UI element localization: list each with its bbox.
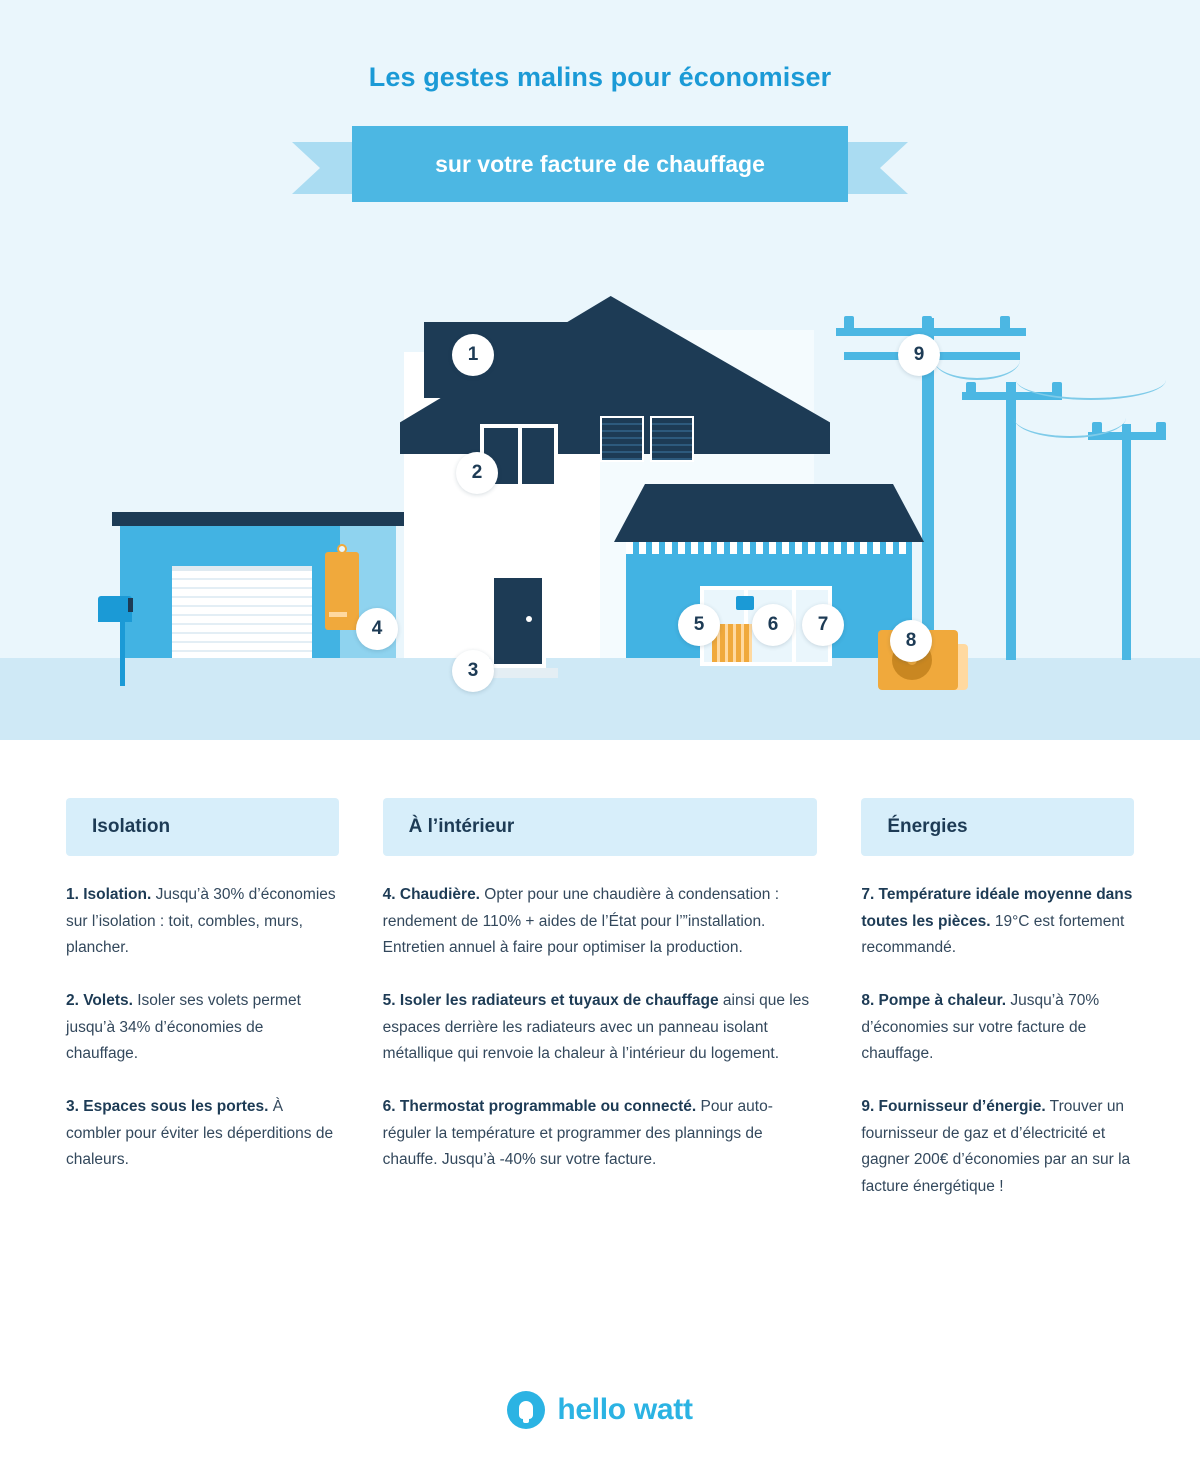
power-pole-3-icon [1122, 424, 1131, 660]
tips-columns [0, 740, 1200, 1340]
ribbon-subtitle: sur votre facture de chauffage [352, 126, 848, 202]
hotspot-badge-3[interactable]: 3 [452, 650, 494, 692]
hotspot-badge-7[interactable]: 7 [802, 604, 844, 646]
power-wire [934, 340, 1020, 380]
tip-lead-5: 5. Isoler les radiateurs et tuyaux de chauffage [382, 991, 719, 1009]
thermostat-icon [736, 596, 754, 610]
tip-text-5: ainsi que les espaces derrière les radiateurs avec un panneau isolant métallique qui renvoie la chaleur à l’intérieur du logement. [382, 991, 810, 1063]
brand-name: hello watt [557, 1392, 693, 1426]
hotspot-badge-5[interactable]: 5 [678, 604, 720, 646]
tip-text-7: 19°C est fortement recommandé. [861, 912, 1125, 957]
tip-lead-2: 2. Volets. [66, 991, 133, 1009]
tip-item-7 [861, 882, 1134, 962]
mailbox-post [120, 618, 125, 686]
power-pole-2-icon [1006, 382, 1016, 660]
tip-text-4: Opter pour une chaudière à condensation : rendement de 110% + aides de l’État pour l’”installation. Entretien annuel à faire pour optimiser la production. [382, 886, 780, 957]
insulator-icon [844, 316, 854, 330]
insulator-icon [1000, 316, 1010, 330]
lightbulb-glyph [519, 1401, 533, 1419]
garage-door [172, 566, 312, 658]
mailbox-flag [128, 598, 133, 612]
tip-text-8: Jusqu’à 70% d’économies sur votre facture de chauffage. [861, 991, 1100, 1063]
tip-lead-8: 8. Pompe à chaleur. [861, 991, 1007, 1009]
shutter-right [650, 416, 694, 462]
tip-item-2 [66, 988, 339, 1068]
tip-item-9 [861, 1094, 1134, 1201]
lightbulb-icon [507, 1391, 545, 1429]
boiler-icon [325, 552, 359, 630]
tip-lead-6: 6. Thermostat programmable ou connecté. [382, 1097, 697, 1115]
garage-roof [112, 512, 404, 526]
window-shutters [600, 416, 694, 462]
hotspot-badge-2[interactable]: 2 [456, 452, 498, 494]
column-heading-interieur: À l’intérieur [383, 798, 818, 856]
page-title: Les gestes malins pour économiser [368, 62, 832, 92]
tip-item-5 [383, 988, 818, 1068]
tip-text-2: Isoler ses volets permet jusqu’à 34% d’économies de chauffage. [66, 991, 301, 1063]
column-isolation [66, 798, 339, 1340]
tip-lead-9: 9. Fournisseur d’énergie. [861, 1097, 1046, 1115]
tip-text-6: Pour auto-réguler la température et programmer des plannings de chauffe. Jusqu’à -40% sur votre facture. [382, 1097, 773, 1169]
insulator-icon [1156, 422, 1166, 436]
insulator-icon [922, 316, 932, 330]
extension-frieze [626, 542, 912, 554]
power-wire [1014, 398, 1126, 438]
tip-lead-7: 7. Température idéale moyenne dans toutes les pièces. [861, 886, 1133, 930]
hotspot-badge-4[interactable]: 4 [356, 608, 398, 650]
footer-logo [0, 1340, 1200, 1479]
door-knob-icon [526, 616, 532, 622]
tip-lead-4: 4. Chaudière. [382, 886, 480, 903]
tip-item-1 [66, 882, 339, 962]
column-energies [861, 798, 1134, 1340]
hotspot-badge-6[interactable]: 6 [752, 604, 794, 646]
tip-lead-3: 3. Espaces sous les portes. [66, 1097, 269, 1115]
hotspot-badge-1[interactable]: 1 [452, 334, 494, 376]
tip-text-3: À combler pour éviter les déperditions de chaleurs. [66, 1097, 334, 1169]
tip-item-4 [383, 882, 818, 962]
attic-panel [424, 322, 596, 398]
tip-text-1: Jusqu’à 30% d’économies sur l’isolation : toit, combles, murs, plancher. [66, 886, 336, 957]
tip-item-6 [383, 1094, 818, 1174]
column-heading-isolation: Isolation [66, 798, 339, 856]
column-heading-energies: Énergies [861, 798, 1134, 856]
shutter-left [600, 416, 644, 462]
ribbon-banner [0, 126, 1200, 206]
extension-roof [614, 484, 924, 542]
tip-lead-1: 1. Isolation. [66, 886, 152, 903]
hotspot-badge-9[interactable]: 9 [898, 334, 940, 376]
tip-item-3 [66, 1094, 339, 1174]
window-mullion [518, 428, 522, 484]
ground-band [0, 658, 1200, 740]
front-door [490, 574, 546, 668]
tip-item-8 [861, 988, 1134, 1068]
boiler-pipe [329, 612, 347, 617]
mailbox-icon [98, 596, 132, 622]
column-interieur [383, 798, 818, 1340]
power-wire [1016, 360, 1166, 400]
insulator-icon [966, 382, 976, 396]
tip-text-9: Trouver un fournisseur de gaz et d’électricité et gagner 200€ d’économies par an sur la facture énergétique ! [861, 1097, 1131, 1195]
hotspot-badge-8[interactable]: 8 [890, 620, 932, 662]
